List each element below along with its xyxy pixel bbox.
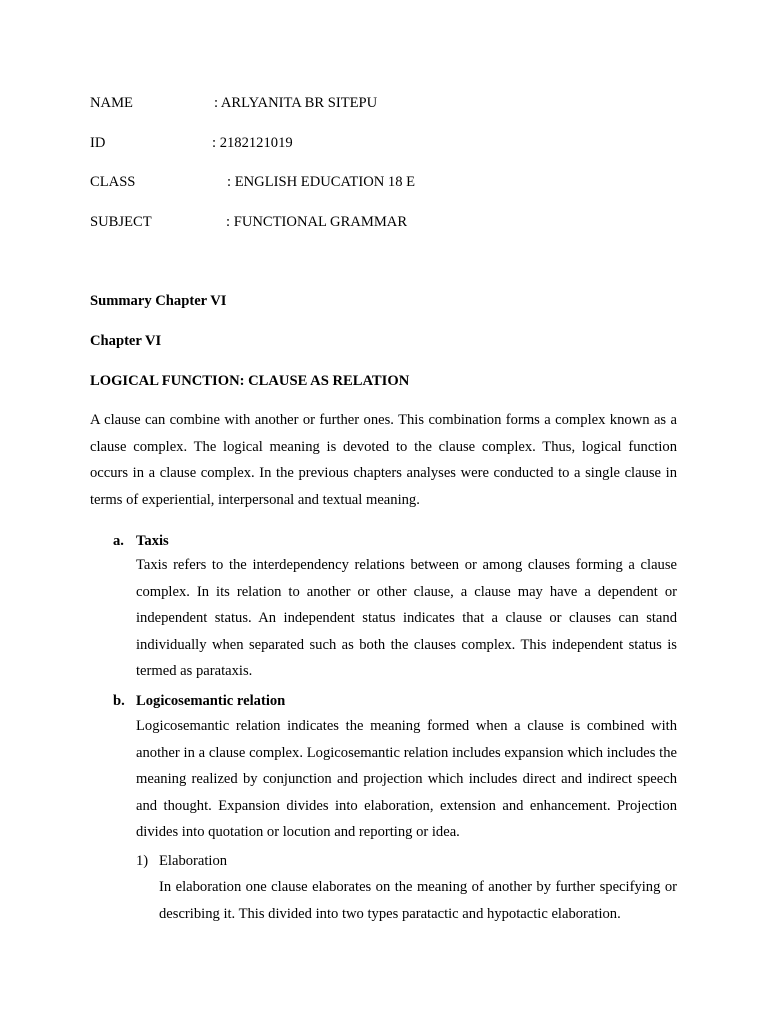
item-a-text: Taxis refers to the interdependency relations between or among clauses forming a clause complex. In its relation to another or other clause, a clause may have a dependent or independent status. An independent status indicates that a clause or clauses can stand individually when separated such as both the clauses complex. This independent status is termed as parataxis. (136, 557, 677, 680)
item-a-title: Taxis (136, 533, 169, 549)
subitem-1-text: In elaboration one clause elaborates on the meaning of another by further specifying or describing it. This divided into two types paratactic and hypotactic elaboration. (159, 879, 677, 922)
chapter-title: Chapter VI (90, 333, 162, 349)
item-b-marker: b. (113, 693, 125, 709)
subitem-1-title: Elaboration (159, 853, 228, 869)
item-a-marker: a. (113, 533, 124, 549)
section-title: LOGICAL FUNCTION: CLAUSE AS RELATION (90, 373, 410, 389)
intro-paragraph: A clause can combine with another or further ones. This combination forms a complex known as a clause complex. The logical meaning is devoted to the clause complex. Thus, logical function occurs in a clause complex. In the previous chapters analyses were conducted to a single clause in terms of experiential, interpersonal and textual meaning. (90, 412, 677, 508)
item-b-text: Logicosemantic relation indicates the meaning formed when a clause is combined with another in a clause complex. Logicosemantic relation includes expansion which includes the meaning realized by conjunction and projection which includes direct and indirect speech and thought. Expansion divides into elaboration, extension and enhancement. Projection divides into quotation or locution and reporting or idea. (136, 718, 677, 841)
class-label: CLASS (90, 174, 136, 190)
name-value: : ARLYANITA BR SITEPU (214, 95, 378, 111)
name-label: NAME (90, 95, 133, 111)
id-value: : 2182121019 (212, 135, 293, 151)
subject-value: : FUNCTIONAL GRAMMAR (226, 214, 408, 230)
subject-label: SUBJECT (90, 214, 152, 230)
id-label: ID (90, 135, 106, 151)
summary-title: Summary Chapter VI (90, 293, 227, 309)
subitem-1-marker: 1) (136, 853, 149, 869)
class-value: : ENGLISH EDUCATION 18 E (227, 174, 416, 190)
item-b-title: Logicosemantic relation (136, 693, 286, 709)
